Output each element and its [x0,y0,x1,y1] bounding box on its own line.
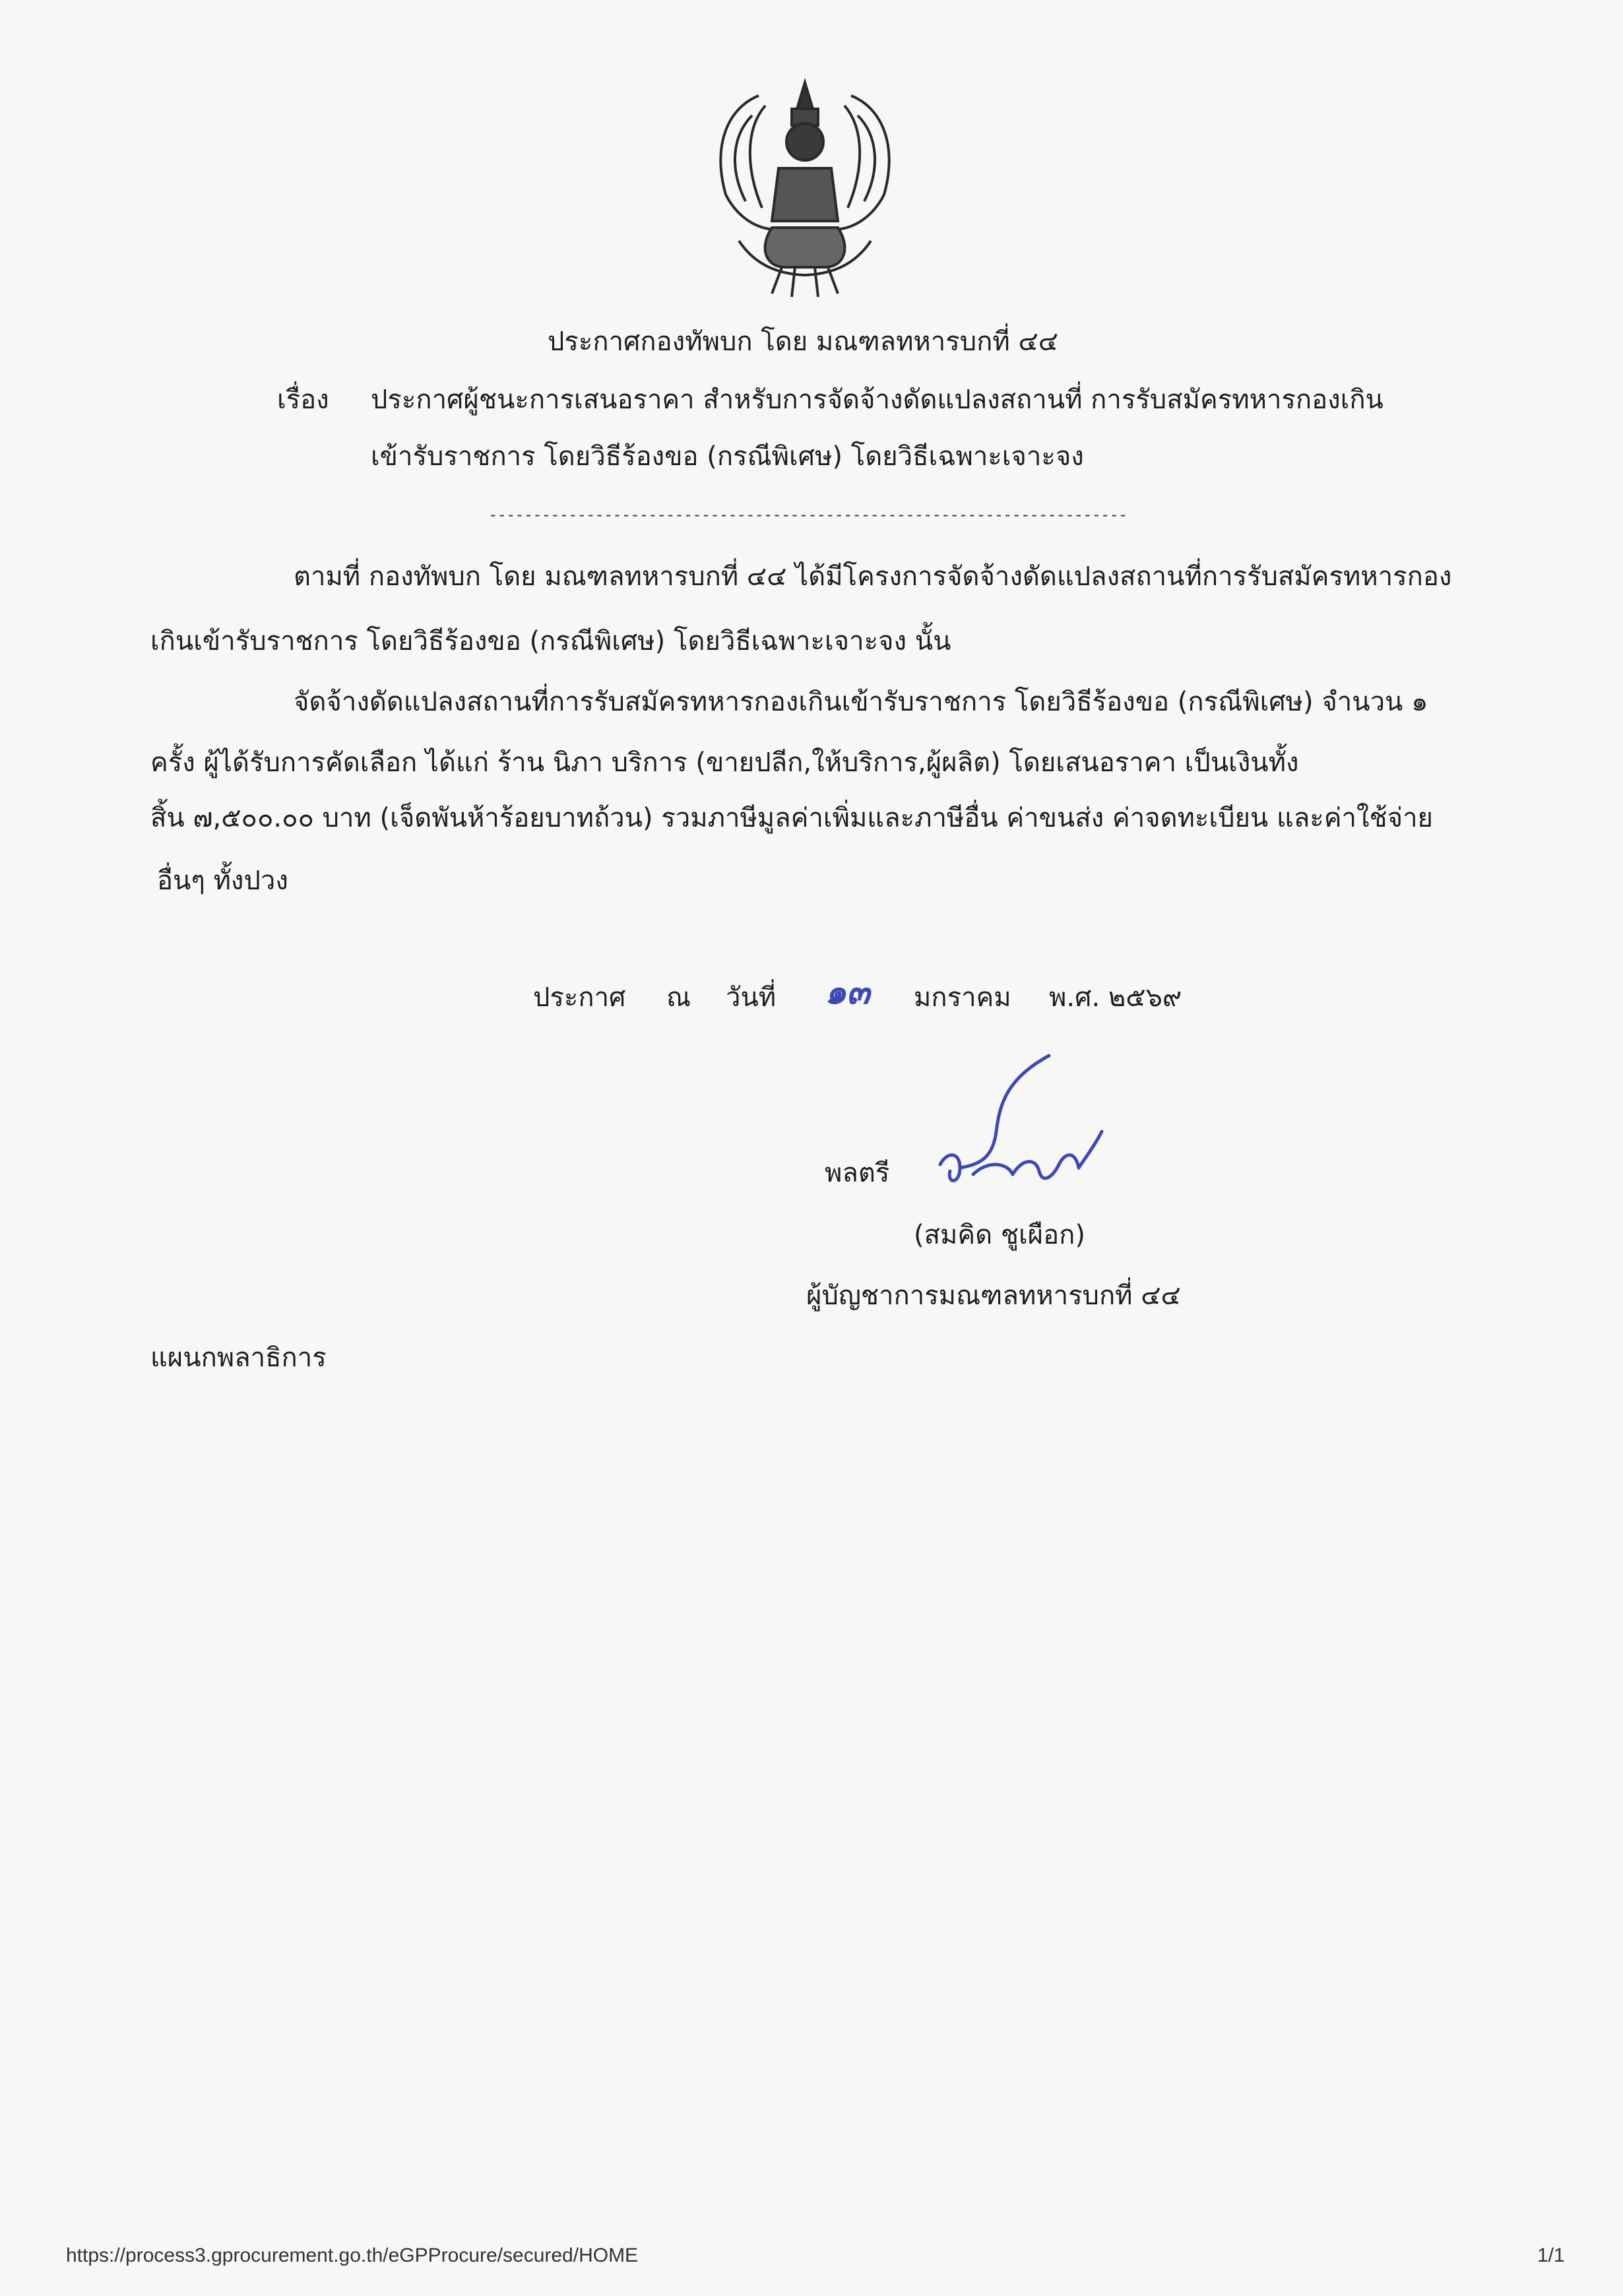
signatory-name: (สมคิด ชูเผือก) [914,1220,1085,1250]
footer-page-number: 1/1 [1537,2245,1565,2266]
handwritten-signature-icon [934,1052,1105,1197]
signatory-position: ผู้บัญชาการมณฑลทหารบกที่ ๔๔ [806,1281,1181,1311]
paragraph-2-line-3: สิ้น ๗,๕๐๐.๐๐ บาท (เจ็ดพันห้าร้อยบาทถ้วน) รวมภาษีมูลค่าเพิ่มและภาษีอื่น ค่าขนส่ง ค่าจดทะเบียน และค่าใช้จ่าย [150,803,1433,833]
divider-line: ------------------------------------------------------------------------ [488,508,1128,521]
subject-line-2: เข้ารับราชการ โดยวิธีร้องขอ (กรณีพิเศษ) โดยวิธีเฉพาะเจาะจง [371,441,1084,472]
garuda-emblem-icon [699,69,910,303]
paragraph-2-line-2: ครั้ง ผู้ได้รับการคัดเลือก ได้แก่ ร้าน นิภา บริการ (ขายปลีก,ให้บริการ,ผู้ผลิต) โดยเสนอราคา เป็นเงินทั้ง [150,748,1299,778]
subject-line-1: ประกาศผู้ชนะการเสนอราคา สำหรับการจัดจ้างดัดแปลงสถานที่ การรับสมัครทหารกองเกิน [371,385,1384,415]
date-announce: ประกาศ [533,982,626,1013]
date-at: ณ [666,982,691,1013]
paragraph-2-line-4: อื่นๆ ทั้งปวง [157,866,288,896]
subject-label: เรื่อง [277,385,329,415]
footer-url: https://process3.gprocurement.go.th/eGPProcure/secured/HOME [66,2245,639,2266]
announcement-title: ประกาศกองทัพบก โดย มณฑลทหารบกที่ ๔๔ [548,327,1058,357]
paragraph-1-line-1: ตามที่ กองทัพบก โดย มณฑลทหารบกที่ ๔๔ ได้มีโครงการจัดจ้างดัดแปลงสถานที่การรับสมัครทหารกอง [294,561,1452,592]
paragraph-1-line-2: เกินเข้ารับราชการ โดยวิธีร้องขอ (กรณีพิเศษ) โดยวิธีเฉพาะเจาะจง นั้น [150,626,951,656]
date-day-handwritten: ๑๓ [825,973,870,1012]
date-year: พ.ศ. ๒๕๖๙ [1049,982,1182,1013]
department-name: แผนกพลาธิการ [150,1343,327,1373]
date-month: มกราคม [914,982,1011,1013]
date-day-label: วันที่ [726,982,777,1013]
signatory-rank: พลตรี [825,1158,890,1188]
paragraph-2-line-1: จัดจ้างดัดแปลงสถานที่การรับสมัครทหารกองเกินเข้ารับราชการ โดยวิธีร้องขอ (กรณีพิเศษ) จำนวน ๑ [294,687,1428,717]
